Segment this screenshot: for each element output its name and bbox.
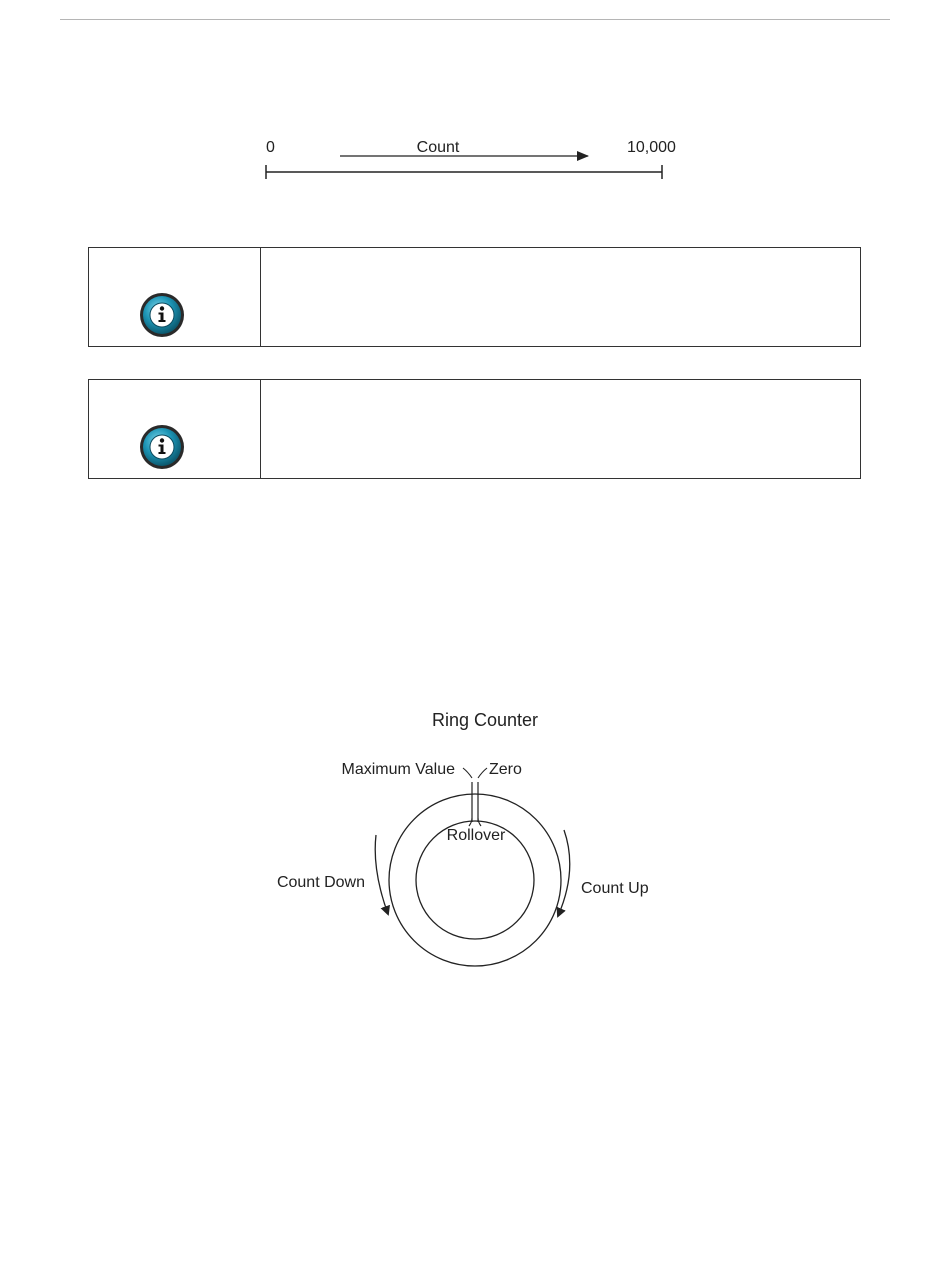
count-up-arrow [558, 830, 570, 916]
count-up-label: Count Up [581, 880, 649, 897]
zero-leader [478, 768, 487, 778]
ring-counter-title: Ring Counter [431, 710, 539, 730]
ring-outer-circle [389, 794, 561, 966]
rollover-label: Rollover [446, 827, 506, 844]
max-value-leader [463, 768, 472, 778]
zero-label: Zero [489, 761, 522, 778]
count-arrow-label: Count [416, 139, 460, 156]
count-down-label: Count Down [276, 874, 365, 891]
maximum-value-label: Maximum Value [341, 761, 455, 778]
count-start-label: 0 [266, 139, 275, 156]
count-end-label: 10,000 [627, 139, 676, 156]
rollover-leader-right [478, 818, 481, 826]
count-down-arrow [375, 835, 388, 914]
rollover-leader-left [469, 818, 472, 826]
